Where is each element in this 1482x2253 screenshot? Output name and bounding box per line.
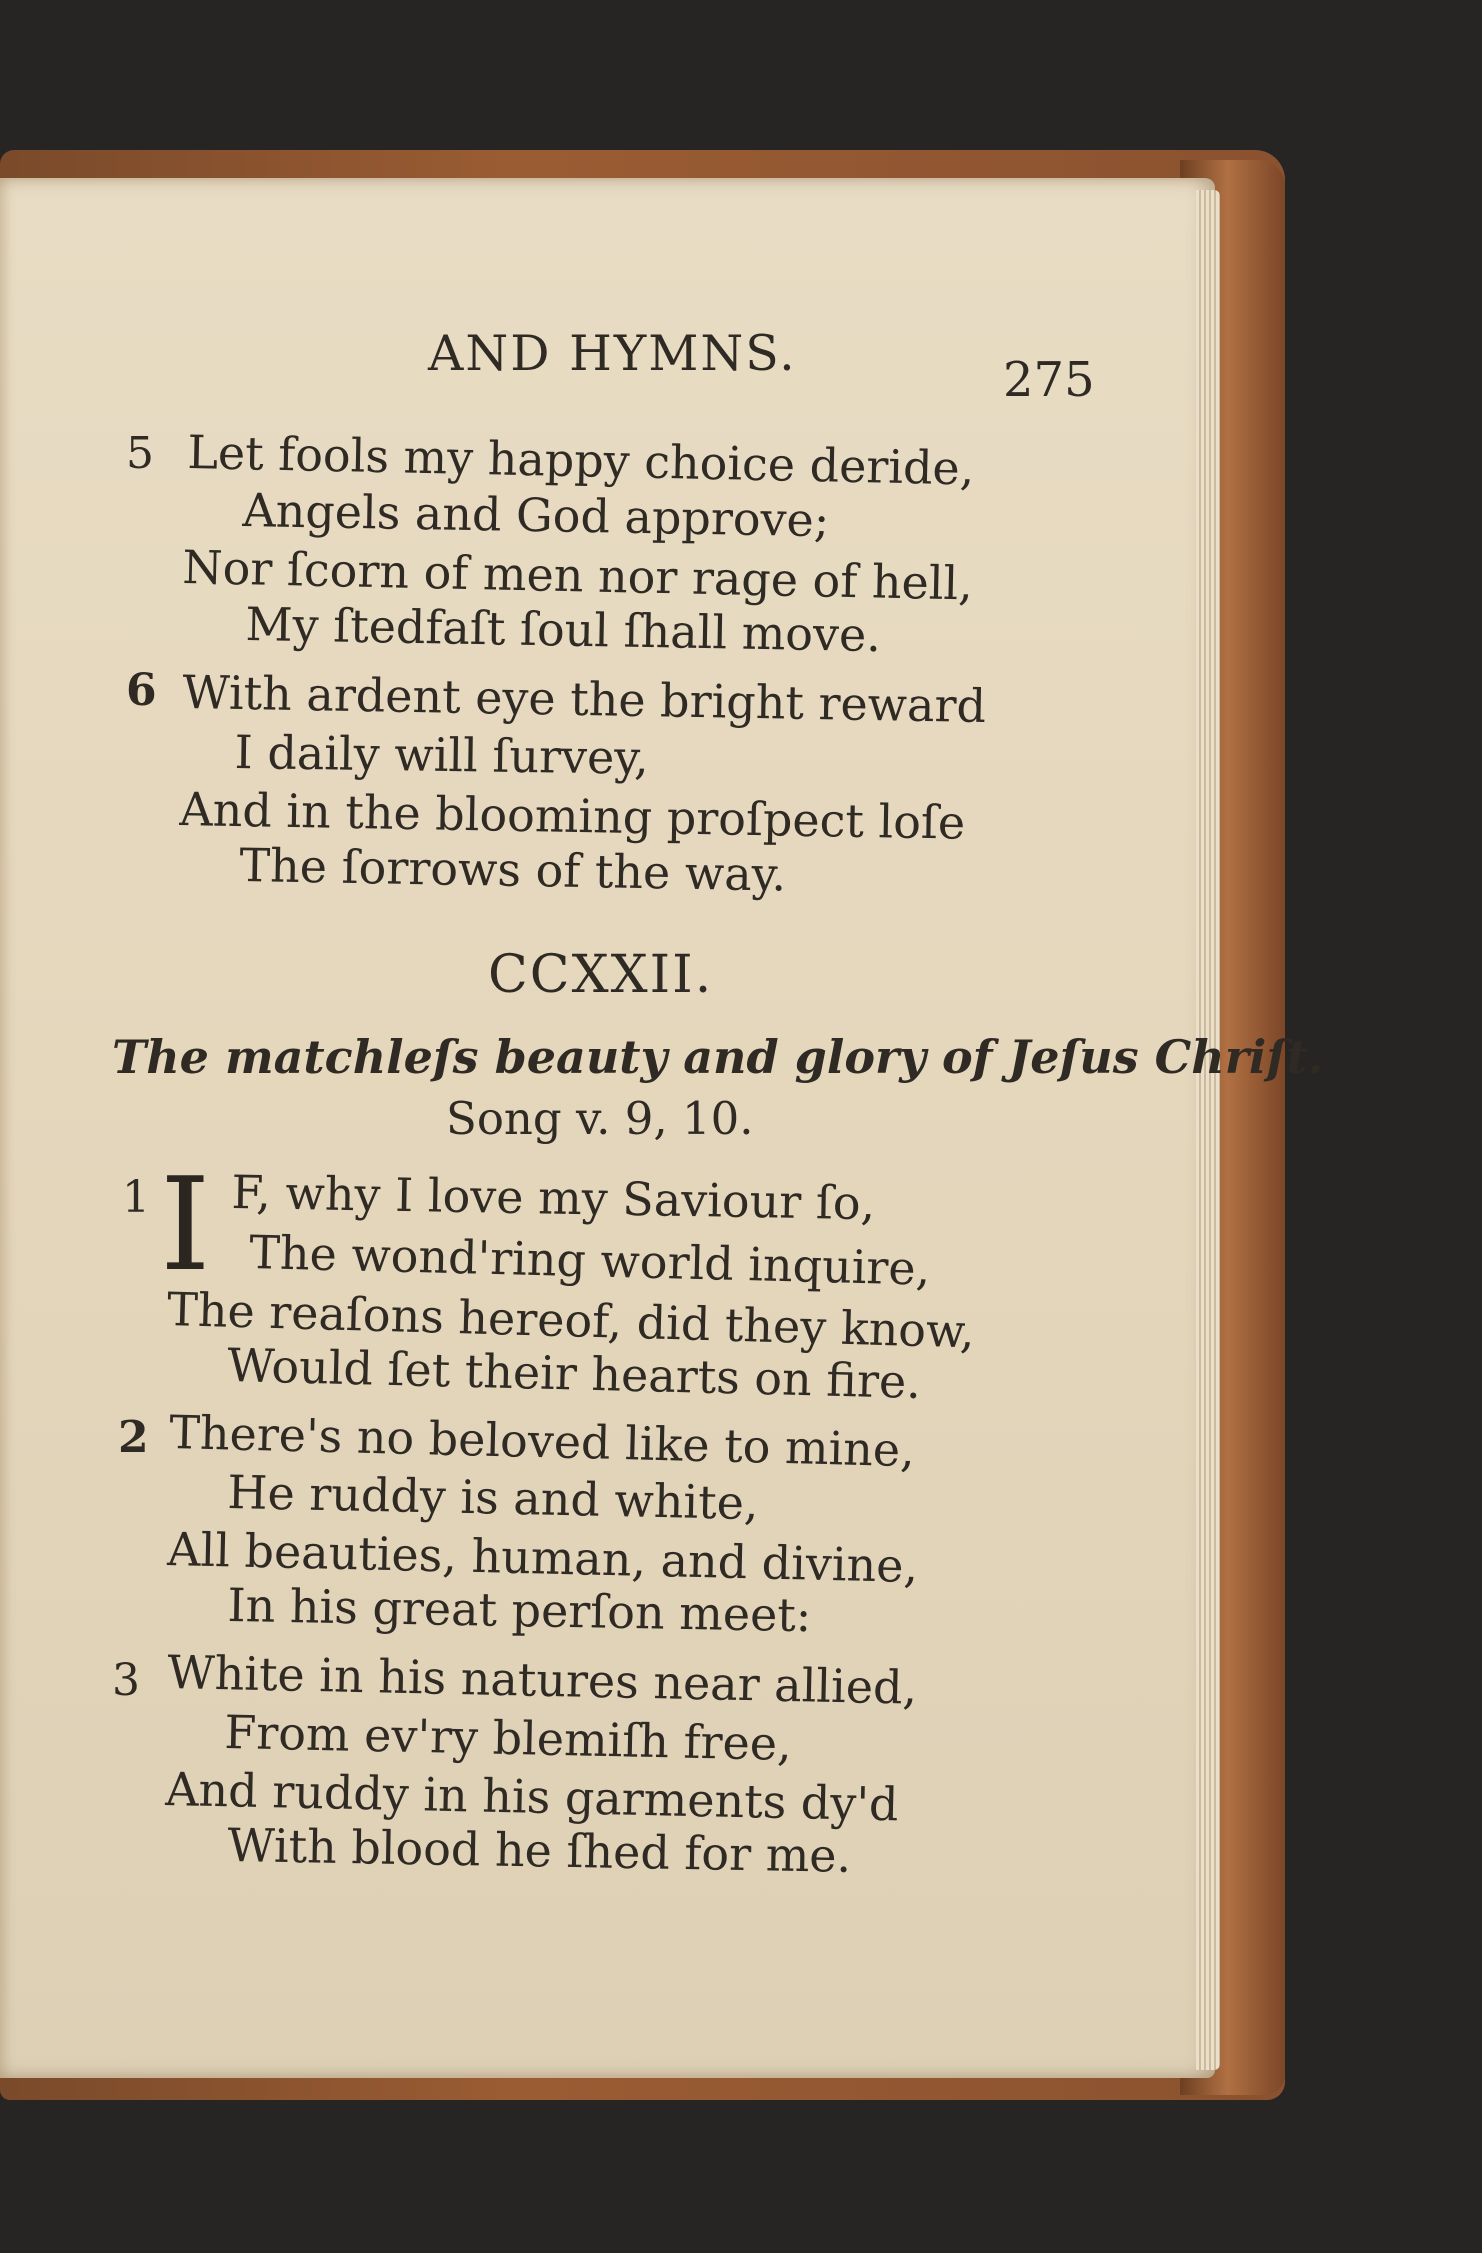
verse-line: With ardent eye the bright reward (182, 665, 987, 734)
verse-number: 2 (118, 1412, 149, 1463)
drop-cap: I (160, 1151, 211, 1300)
verse-line: The reaſons hereof, did they know, (166, 1282, 976, 1359)
verse-number: 3 (112, 1655, 140, 1706)
scripture-reference: Song v. 9, 10. (446, 1092, 754, 1145)
verse-line: White in his natures near allied, (166, 1645, 918, 1715)
verse-line: Would ſet their hearts on fire. (226, 1338, 922, 1409)
verse-line: Angels and God approve; (242, 483, 830, 548)
verse-line: F, why I love my Saviour ſo, (231, 1165, 876, 1231)
verse-line: He ruddy is and white, (226, 1465, 760, 1531)
verse-line: From ev'ry blemiſh free, (223, 1705, 793, 1771)
verse-line: There's no beloved like to mine, (168, 1405, 916, 1478)
hymn-title: The matchleſs beauty and glory of Jeſus Chriſt. (112, 1030, 1324, 1084)
verse-number: 1 (122, 1172, 150, 1223)
verse-line: With blood he ſhed for me. (227, 1818, 852, 1883)
verse-number: 6 (126, 665, 157, 716)
page-number: 275 (1003, 352, 1095, 408)
verse-number: 5 (126, 428, 154, 479)
verse-line: All beauties, human, and divine, (166, 1522, 919, 1594)
verse-line: My ſtedfaſt ſoul ſhall move. (245, 597, 882, 663)
page-edges (1196, 190, 1220, 2070)
running-title: AND HYMNS. (428, 325, 797, 382)
verse-line: The wond'ring world inquire, (248, 1225, 931, 1296)
verse-line: The ſorrows of the way. (239, 838, 787, 902)
hymn-numeral: CCXXII. (488, 945, 714, 1005)
verse-line: And ruddy in his garments dy'd (164, 1762, 899, 1832)
verse-line: Nor ſcorn of men nor rage of hell, (181, 540, 974, 611)
verse-line: Let fools my happy choice deride, (186, 425, 975, 496)
verse-line: I daily will ſurvey, (234, 725, 650, 785)
verse-line: And in the blooming proſpect loſe (179, 782, 966, 850)
verse-line: In his great perſon meet: (227, 1578, 812, 1643)
